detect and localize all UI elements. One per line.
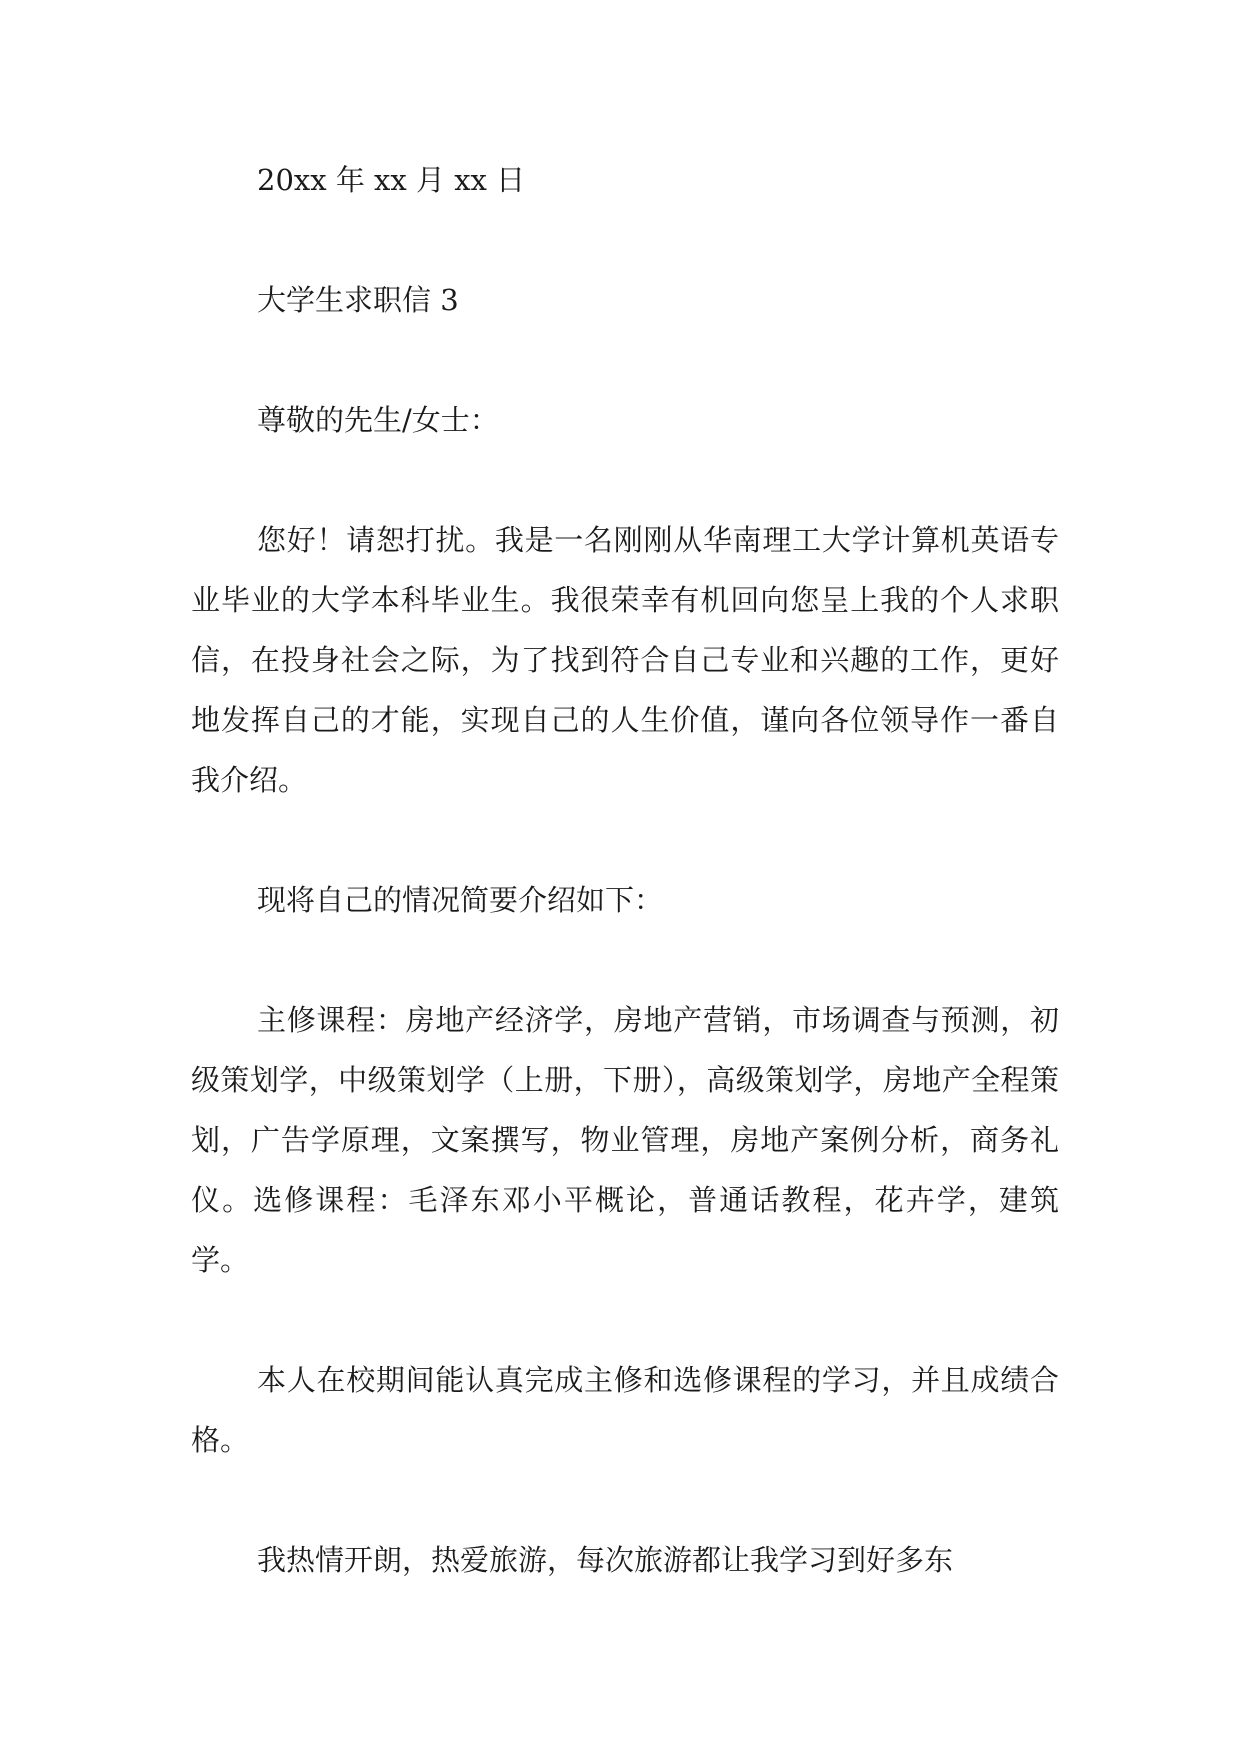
- paragraph-greeting: 您好！请恕打扰。我是一名刚刚从华南理工大学计算机英语专业毕业的大学本科毕业生。我很荣幸有机回向您呈上我的个人求职信，在投身社会之际，为了找到符合自己专业和兴趣的工作，更好地发挥自己的才能，实现自己的人生价值，谨向各位领导作一番自我介绍。: [191, 523, 1059, 797]
- paragraph-courses: 主修课程：房地产经济学，房地产营销，市场调查与预测，初级策划学，中级策划学（上册，下册），高级策划学，房地产全程策划，广告学原理，文案撰写，物业管理，房地产案例分析，商务礼仪。选修课程：毛泽东邓小平概论，普通话教程，花卉学，建筑学。: [191, 1003, 1059, 1277]
- paragraph-grades: 本人在校期间能认真完成主修和选修课程的学习，并且成绩合格。: [191, 1363, 1059, 1457]
- paragraph-intro: 现将自己的情况简要介绍如下：: [257, 883, 664, 917]
- letter-body: [191, 150, 1059, 1590]
- letter-title: 大学生求职信 3: [257, 283, 459, 317]
- letter-salutation: 尊敬的先生/女士：: [257, 403, 499, 437]
- letter-date: 20xx 年 xx 月 xx 日: [257, 163, 526, 197]
- paragraph-personality: 我热情开朗，热爱旅游，每次旅游都让我学习到好多东: [257, 1543, 954, 1577]
